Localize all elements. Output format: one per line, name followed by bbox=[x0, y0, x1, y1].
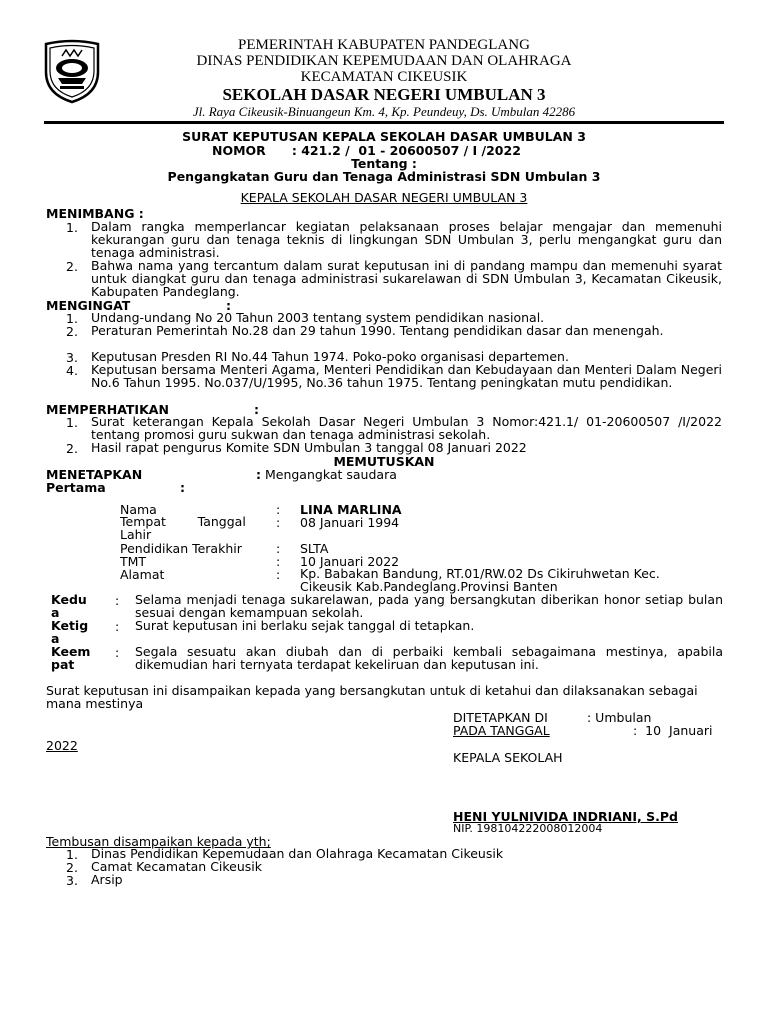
field-colon: : bbox=[276, 502, 281, 517]
pada-tanggal-value: : 10 Januari bbox=[633, 723, 713, 738]
decree-title: SURAT KEPUTUSAN KEPALA SEKOLAH DASAR UMBULAN 3 bbox=[182, 129, 586, 144]
decision-text: Surat keputusan ini berlaku sejak tanggal di tetapkan. bbox=[135, 618, 475, 633]
menetapkan-text bbox=[256, 467, 397, 482]
header-line-2: DINAS PENDIDIKAN KEPEMUDAAN DAN OLAHRAGA bbox=[196, 53, 572, 69]
memperhatikan-label: MEMPERHATIKAN bbox=[46, 402, 169, 417]
address: Kp. Babakan Bandung, RT.01/RW.02 Ds Cikiruhwetan Kec. Cikeusik Kab.Pandeglang.Provinsi Banten bbox=[300, 566, 660, 594]
item-number: 2. bbox=[66, 324, 78, 339]
signer-name: HENI YULNIVIDA INDRIANI, S.Pd bbox=[453, 809, 678, 824]
item-text: Camat Kecamatan Cikeusik bbox=[91, 859, 263, 874]
memperhatikan-colon: : bbox=[254, 402, 259, 417]
item-number: 1. bbox=[66, 311, 78, 326]
memutuskan-heading: MEMUTUSKAN bbox=[333, 454, 435, 469]
field-colon: : bbox=[276, 541, 281, 556]
header-line-3: KECAMATAN CIKEUSIK bbox=[300, 69, 468, 85]
decree-subject: Pengangkatan Guru dan Tenaga Administrasi SDN Umbulan 3 bbox=[167, 169, 601, 184]
item-number: 2. bbox=[66, 259, 78, 274]
issuer-heading: KEPALA SEKOLAH DASAR NEGERI UMBULAN 3 bbox=[240, 190, 528, 205]
field-label: Pendidikan Terakhir bbox=[120, 541, 242, 556]
signing-year: 2022 bbox=[46, 738, 78, 753]
decision-label: Keem pat bbox=[51, 644, 91, 672]
closing-statement: Surat keputusan ini disampaikan kepada yang bersangkutan untuk di ketahui dan dilaksanakan sebagai mana mestinya bbox=[46, 683, 698, 711]
menimbang-label: MENIMBANG : bbox=[46, 206, 144, 221]
decision-colon: : bbox=[115, 619, 120, 634]
ditetapkan-label: DITETAPKAN DI bbox=[453, 710, 548, 725]
item-number: 2. bbox=[66, 441, 78, 456]
education: SLTA bbox=[300, 541, 329, 556]
item-number: 1. bbox=[66, 847, 78, 862]
field-label: Alamat bbox=[120, 567, 165, 582]
item-number: 1. bbox=[66, 415, 78, 430]
item-text: Undang-undang No 20 Tahun 2003 tentang system pendidikan nasional. bbox=[91, 310, 545, 325]
decision-text: Selama menjadi tenaga sukarelawan, pada yang bersangkutan diberikan honor setiap bulan sesuai dengan kemampuan sekolah. bbox=[135, 592, 723, 620]
decision-list bbox=[0, 593, 768, 673]
item-text: Peraturan Pemerintah No.28 dan 29 tahun 1990. Tentang pendidikan dasar dan menengah. bbox=[91, 323, 664, 338]
decision-label: Ketig a bbox=[51, 618, 89, 646]
mengingat-label: MENGINGAT bbox=[46, 298, 131, 313]
menetapkan-value: Mengangkat saudara bbox=[261, 467, 397, 482]
appointee-details bbox=[0, 502, 768, 597]
list-item bbox=[66, 220, 722, 260]
item-text: Arsip bbox=[91, 872, 123, 887]
item-text: Dalam rangka memperlancar kegiatan pelaksanaan proses belajar mengajar dan memenuhi kekurangan guru dan tenaga teknis di lingkungan SDN Umbulan 3, perlu mengangkat guru dan tenaga administrasi. bbox=[91, 219, 722, 260]
item-text: Hasil rapat pengurus Komite SDN Umbulan 3 tanggal 08 Januari 2022 bbox=[91, 440, 527, 455]
field-colon: : bbox=[276, 515, 281, 530]
field-label: Nama bbox=[120, 502, 157, 517]
menetapkan-colon: : bbox=[256, 467, 261, 482]
ditetapkan-value: : Umbulan bbox=[587, 710, 652, 725]
decision-text: Segala sesuatu akan diubah dan di perbaiki kembali sebagaimana mestinya, apabila dikemudian hari ternyata terdapat kekeliruan dan keputusan ini. bbox=[135, 644, 723, 672]
signer-position: KEPALA SEKOLAH bbox=[453, 750, 563, 765]
field-label: TMT bbox=[120, 554, 147, 569]
school-address: Jl. Raya Cikeusik-Binuangeun Km. 4, Kp. Peundeuy, Ds. Umbulan 42286 bbox=[192, 104, 576, 119]
tembusan-label: Tembusan disampaikan kepada yth; bbox=[46, 834, 271, 849]
header-divider bbox=[44, 121, 724, 124]
list-item bbox=[66, 259, 722, 299]
item-text: Keputusan Presden RI No.44 Tahun 1974. Poko-poko organisasi departemen. bbox=[91, 349, 569, 364]
pertama-label: Pertama bbox=[46, 480, 106, 495]
menetapkan-label: MENETAPKAN bbox=[46, 467, 143, 482]
school-name: SEKOLAH DASAR NEGERI UMBULAN 3 bbox=[222, 85, 546, 104]
item-text: Surat keterangan Kepala Sekolah Dasar Negeri Umbulan 3 Nomor:421.1/ 01-20600507 /I/2022 tentang promosi guru sukwan dan tenaga administrasi sekolah. bbox=[91, 414, 722, 442]
decision-label: Kedu a bbox=[51, 592, 87, 620]
birth-date: 08 Januari 1994 bbox=[300, 515, 400, 530]
item-text: Bahwa nama yang tercantum dalam surat keputusan ini di pandang mampu dan memenuhi syarat untuk diangkat guru dan tenaga administrasi sukarelawan di SDN Umbulan 3, Kecamatan Cikeusik, Kabupaten Pandeglang. bbox=[91, 258, 722, 299]
pertama-colon: : bbox=[180, 480, 185, 495]
item-number: 3. bbox=[66, 350, 78, 365]
decision-colon: : bbox=[115, 645, 120, 660]
appointee-name: LINA MARLINA bbox=[300, 502, 402, 517]
item-number: 3. bbox=[66, 873, 78, 888]
item-number: 4. bbox=[66, 363, 78, 378]
signer-nip: NIP. 198104222008012004 bbox=[453, 822, 603, 835]
pada-tanggal-row bbox=[453, 723, 723, 753]
header-line-1: PEMERINTAH KABUPATEN PANDEGLANG bbox=[238, 37, 530, 53]
mengingat-colon: : bbox=[226, 298, 231, 313]
item-number: 2. bbox=[66, 860, 78, 875]
decree-number: NOMOR : 421.2 / 01 - 20600507 / I /2022 bbox=[212, 143, 521, 158]
tentang-label: Tentang : bbox=[351, 156, 417, 171]
item-text: Dinas Pendidikan Kepemudaan dan Olahraga Kecamatan Cikeusik bbox=[91, 846, 504, 861]
tmt-date: 10 Januari 2022 bbox=[300, 554, 400, 569]
decision-colon: : bbox=[115, 593, 120, 608]
field-colon: : bbox=[276, 567, 281, 582]
item-number: 1. bbox=[66, 220, 78, 235]
item-text: Keputusan bersama Menteri Agama, Menteri Pendidikan dan Kebudayaan dan Menteri Dalam Negeri No.6 Tahun 1995. No.037/U/1995, No.36 tahun 1975. Tentang peningkatan mutu pendidikan. bbox=[91, 362, 722, 390]
pada-tanggal-label: PADA TANGGAL bbox=[453, 723, 550, 738]
field-label: Tempat Tanggal Lahir bbox=[120, 514, 250, 542]
field-colon: : bbox=[276, 554, 281, 569]
